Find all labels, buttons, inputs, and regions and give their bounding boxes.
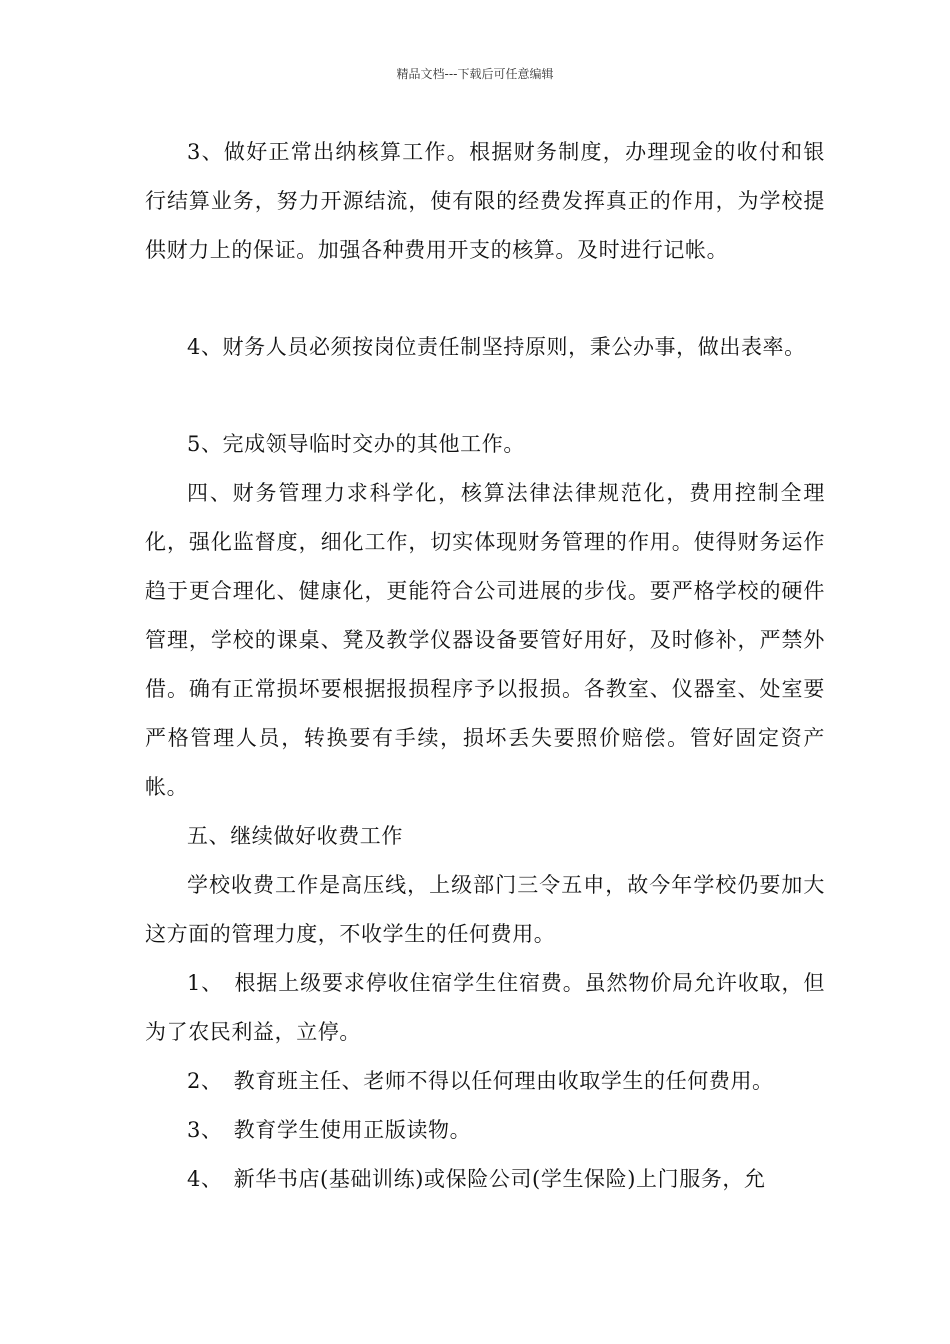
paragraph-item-2: 2、 教育班主任、老师不得以任何理由收取学生的任何费用。: [187, 1069, 774, 1093]
paragraph-other-tasks: 5、完成领导临时交办的其他工作。: [187, 432, 525, 456]
paragraph-section-five-heading: 五、继续做好收费工作: [187, 824, 403, 848]
paragraph-staff-responsibility: 4、财务人员必须按岗位责任制坚持原则，秉公办事，做出表率。: [187, 335, 806, 359]
page-header: 精品文档---下载后可任意编辑: [396, 67, 554, 81]
document-body: [145, 128, 825, 1204]
paragraph-item-1: 1、 根据上级要求停收住宿学生住宿费。虽然物价局允许收取，但为了农民利益，立停。: [145, 971, 825, 1044]
paragraph-section-four: 四、财务管理力求科学化，核算法律法律规范化，费用控制全理化，强化监督度，细化工作，切实体现财务管理的作用。使得财务运作趋于更合理化、健康化，更能符合公司进展的步伐。要严格学校的硬件管理，学校的课桌、凳及教学仪器设备要管好用好，及时修补，严禁外借。确有正常损坏要根据报损程序予以报损。各教室、仪器室、处室要严格管理人员，转换要有手续，损坏丢失要照价赔偿。管好固定资产帐。: [145, 481, 825, 799]
paragraph-item-3: 3、 教育学生使用正版读物。: [187, 1118, 472, 1142]
paragraph-cashier-accounting: 3、做好正常出纳核算工作。根据财务制度，办理现金的收付和银行结算业务，努力开源结流，使有限的经费发挥真正的作用，为学校提供财力上的保证。加强各种费用开支的核算。及时进行记帐。: [145, 140, 825, 262]
paragraph-fee-policy: 学校收费工作是高压线，上级部门三令五申，故今年学校仍要加大这方面的管理力度，不收学生的任何费用。: [145, 873, 825, 946]
paragraph-item-4: 4、 新华书店(基础训练)或保险公司(学生保险)上门服务，允: [187, 1167, 766, 1191]
